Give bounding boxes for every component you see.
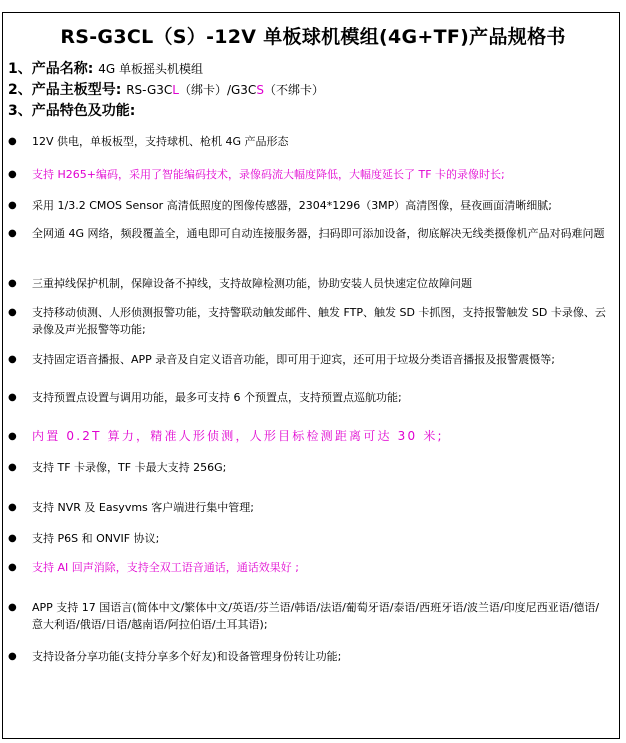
board-model-value-c: （绑卡）/G3C <box>178 83 257 97</box>
feature-list-item <box>8 428 608 445</box>
feature-text: 全网通 4G 网络，频段覆盖全，通电即可自动连接服务器，扫码即可添加设备，彻底解决无线类摄像机产品对码难问题 <box>32 227 605 240</box>
feature-text: 采用 1/3.2 CMOS Sensor 高清低照度的图像传感器，2304*1296（3MP）高清图像，昼夜画面清晰细腻; <box>32 199 553 212</box>
feature-text: 支持 H265+编码，采用了智能编码技术，录像码流大幅度降低，大幅度延长了 TF 卡的录像时长; <box>32 168 505 181</box>
bullet-icon: ● <box>8 462 17 473</box>
feature-list-item <box>8 648 608 665</box>
feature-text: 支持 NVR 及 Easyvms 客户端进行集中管理; <box>32 501 254 514</box>
document-title: RS-G3CL（S）-12V 单板球机模组(4G+TF)产品规格书 <box>60 26 566 48</box>
feature-text: 支持设备分享功能(支持分享多个好友)和设备管理身份转让功能; <box>32 650 342 663</box>
feature-list-item <box>8 499 608 516</box>
feature-list-item <box>8 351 608 368</box>
bullet-icon: ● <box>8 200 17 211</box>
feature-text: 支持 TF 卡录像，TF 卡最大支持 256G; <box>32 461 227 474</box>
feature-text: 12V 供电，单板板型，支持球机、枪机 4G 产品形态 <box>32 135 289 148</box>
bullet-icon: ● <box>8 169 17 180</box>
feature-text: 支持移动侦测、人形侦测报警功能，支持警联动触发邮件、触发 FTP、触发 SD 卡抓图，支持报警触发 SD 卡录像、云录像及声光报警等功能; <box>32 306 606 336</box>
bullet-icon: ● <box>8 651 17 662</box>
product-name-value: 4G 单板摇头机模组 <box>98 62 203 76</box>
board-model-label: 2、产品主板型号: <box>8 82 122 98</box>
bullet-icon: ● <box>8 533 17 544</box>
bullet-icon: ● <box>8 278 17 289</box>
feature-list-item <box>8 225 608 242</box>
bullet-icon: ● <box>8 502 17 513</box>
bullet-icon: ● <box>8 307 17 318</box>
board-model-value-e: （不绑卡） <box>263 83 324 97</box>
feature-text: APP 支持 17 国语言(简体中文/繁体中文/英语/芬兰语/韩语/法语/葡萄牙语/泰语/西班牙语/波兰语/印度尼西亚语/德语/意大利语/俄语/日语/越南语/阿拉伯语/土耳其语); <box>32 601 600 631</box>
feature-text: 支持 P6S 和 ONVIF 协议; <box>32 532 160 545</box>
board-model-row <box>8 79 324 99</box>
product-name-row <box>8 58 203 78</box>
bullet-icon: ● <box>8 431 17 442</box>
bullet-icon: ● <box>8 602 17 613</box>
bullet-icon: ● <box>8 562 17 573</box>
feature-text: 三重掉线保护机制，保障设备不掉线，支持故障检测功能，协助安装人员快速定位故障问题 <box>32 277 472 290</box>
board-model-value-d: S <box>256 83 264 97</box>
feature-text: 支持 AI 回声消除，支持全双工语音通话，通话效果好 ; <box>32 561 299 574</box>
board-model-value-b: L <box>172 83 179 97</box>
bullet-icon: ● <box>8 228 17 239</box>
feature-text: 支持固定语音播报、APP 录音及自定义语音功能，即可用于迎宾，还可用于垃圾分类语音播报及报警震慑等; <box>32 353 555 366</box>
feature-list-item <box>8 559 608 576</box>
feature-list-item <box>8 599 608 633</box>
bullet-icon: ● <box>8 392 17 403</box>
features-heading: 3、产品特色及功能: <box>8 103 136 119</box>
feature-list-item <box>8 459 608 476</box>
feature-list-item <box>8 530 608 547</box>
feature-list-item <box>8 166 608 183</box>
feature-list-item <box>8 389 608 406</box>
bullet-icon: ● <box>8 354 17 365</box>
feature-list-item <box>8 133 608 150</box>
feature-list-item <box>8 275 608 292</box>
board-model-value-a: RS-G3C <box>126 83 173 97</box>
feature-text: 支持预置点设置与调用功能，最多可支持 6 个预置点，支持预置点巡航功能; <box>32 391 402 404</box>
bullet-icon: ● <box>8 136 17 147</box>
feature-list-item <box>8 304 608 338</box>
feature-text: 内置 0.2T 算力，精准人形侦测，人形目标检测距离可达 30 米; <box>32 429 444 443</box>
feature-list-item <box>8 197 608 214</box>
product-name-label: 1、产品名称: <box>8 61 94 77</box>
